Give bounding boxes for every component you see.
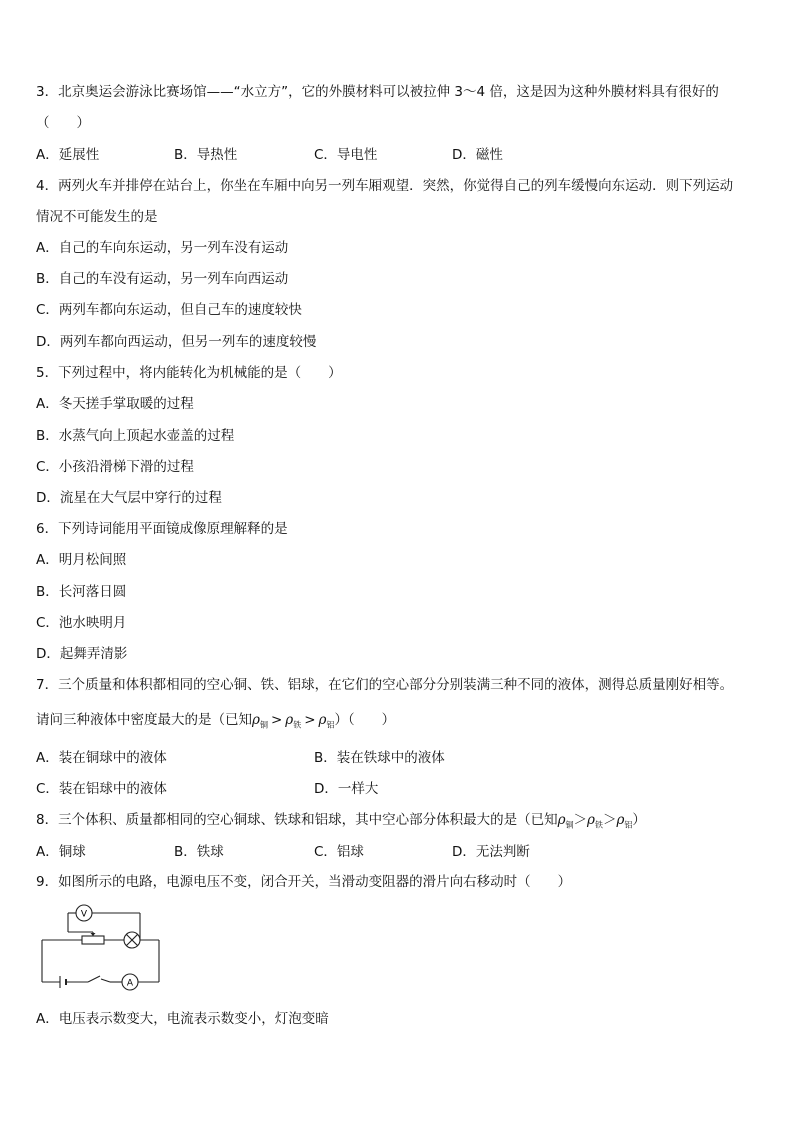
q8-option-a[interactable]: A．铜球 <box>36 844 86 860</box>
q7-option-c[interactable]: C．装在铝球中的液体 <box>36 781 167 797</box>
q5-option-c[interactable]: C．小孩沿滑梯下滑的过程 <box>36 459 194 475</box>
q7-option-d[interactable]: D．一样大 <box>314 781 379 797</box>
q5-option-d[interactable]: D．流星在大气层中穿行的过程 <box>36 490 222 506</box>
rho-symbol: ρ <box>616 812 625 828</box>
q7-stem-line2-prefix: 请问三种液体中密度最大的是（已知 <box>36 712 252 728</box>
rho-symbol: ρ <box>252 712 260 728</box>
ammeter-label: A <box>126 978 134 989</box>
q5-stem: 5．下列过程中，将内能转化为机械能的是（ ） <box>36 365 342 381</box>
q4-option-c[interactable]: C．两列车都向东运动，但自己车的速度较快 <box>36 302 302 318</box>
q5-option-b[interactable]: B．水蒸气向上顶起水壶盖的过程 <box>36 428 235 444</box>
q3-stem-line1: 3．北京奥运会游泳比赛场馆——“水立方”，它的外膜材料可以被拉伸 3～4 倍，这是因为这种外膜材料具有很好的 <box>36 84 719 100</box>
q4-option-a[interactable]: A．自己的车向东运动，另一列车没有运动 <box>36 240 289 256</box>
q4-stem-line2: 情况不可能发生的是 <box>36 209 158 225</box>
q9-stem: 9．如图所示的电路，电源电压不变，闭合开关，当滑动变阻器的滑片向右移动时（ ） <box>36 874 572 890</box>
q4-option-d[interactable]: D．两列车都向西运动，但另一列车的速度较慢 <box>36 334 317 350</box>
greater-than: > <box>270 712 283 728</box>
q8-option-c[interactable]: C．铝球 <box>314 844 364 860</box>
q8-option-b[interactable]: B．铁球 <box>174 844 224 860</box>
q6-option-d[interactable]: D．起舞弄清影 <box>36 646 128 662</box>
q5-option-a[interactable]: A．冬天搓手掌取暖的过程 <box>36 396 194 412</box>
q9-option-a[interactable]: A．电压表示数变大，电流表示数变小，灯泡变暗 <box>36 1011 329 1027</box>
q7-stem-line2 <box>36 711 395 735</box>
subscript-aluminum: 铝 <box>624 820 633 830</box>
switch-arm <box>88 976 100 982</box>
q3-option-a[interactable]: A．延展性 <box>36 147 100 163</box>
subscript-iron: 铁 <box>594 820 603 830</box>
voltmeter-label: V <box>80 909 88 920</box>
q4-stem-line1: 4．两列火车并排停在站台上，你坐在车厢中向另一列车厢观望．突然，你觉得自己的列车缓慢向东运动．则下列运动 <box>36 178 734 194</box>
rho-symbol: ρ <box>285 712 294 728</box>
q6-option-b[interactable]: B．长河落日圆 <box>36 584 127 600</box>
rho-symbol: ρ <box>318 712 327 728</box>
greater-than: ＞ <box>602 812 617 828</box>
subscript-aluminum: 铝 <box>326 720 335 730</box>
subscript-copper: 铜 <box>565 820 574 830</box>
rheostat <box>82 936 104 944</box>
greater-than: > <box>304 712 316 728</box>
q3-option-c[interactable]: C．导电性 <box>314 147 378 163</box>
q6-option-c[interactable]: C．池水映明月 <box>36 615 127 631</box>
rho-symbol: ρ <box>557 812 566 828</box>
q4-option-b[interactable]: B．自己的车没有运动，另一列车向西运动 <box>36 271 289 287</box>
circuit-diagram <box>38 902 168 998</box>
q7-option-a[interactable]: A．装在铜球中的液体 <box>36 750 167 766</box>
q8-option-d[interactable]: D．无法判断 <box>452 844 530 860</box>
q3-option-b[interactable]: B．导热性 <box>174 147 238 163</box>
q7-stem-line2-suffix: ）（ ） <box>334 712 396 728</box>
q6-stem: 6．下列诗词能用平面镜成像原理解释的是 <box>36 521 288 537</box>
subscript-iron: 铁 <box>293 720 302 730</box>
rho-symbol: ρ <box>587 812 595 828</box>
q7-stem-line1: 7．三个质量和体积都相同的空心铜、铁、铝球，在它们的空心部分分别装满三种不同的液体，测得总质量刚好相等。 <box>36 677 734 693</box>
q7-option-b[interactable]: B．装在铁球中的液体 <box>314 750 445 766</box>
subscript-copper: 铜 <box>259 720 268 730</box>
q3-option-d[interactable]: D．磁性 <box>452 147 503 163</box>
q8-stem-prefix: 8．三个体积、质量都相同的空心铜球、铁球和铝球，其中空心部分体积最大的是（已知 <box>36 812 558 828</box>
q3-stem-line2: （ ） <box>36 115 90 131</box>
greater-than: ＞ <box>573 812 588 828</box>
q8-stem-suffix: ） <box>632 812 646 828</box>
q6-option-a[interactable]: A．明月松间照 <box>36 552 127 568</box>
q8-stem <box>36 811 646 835</box>
